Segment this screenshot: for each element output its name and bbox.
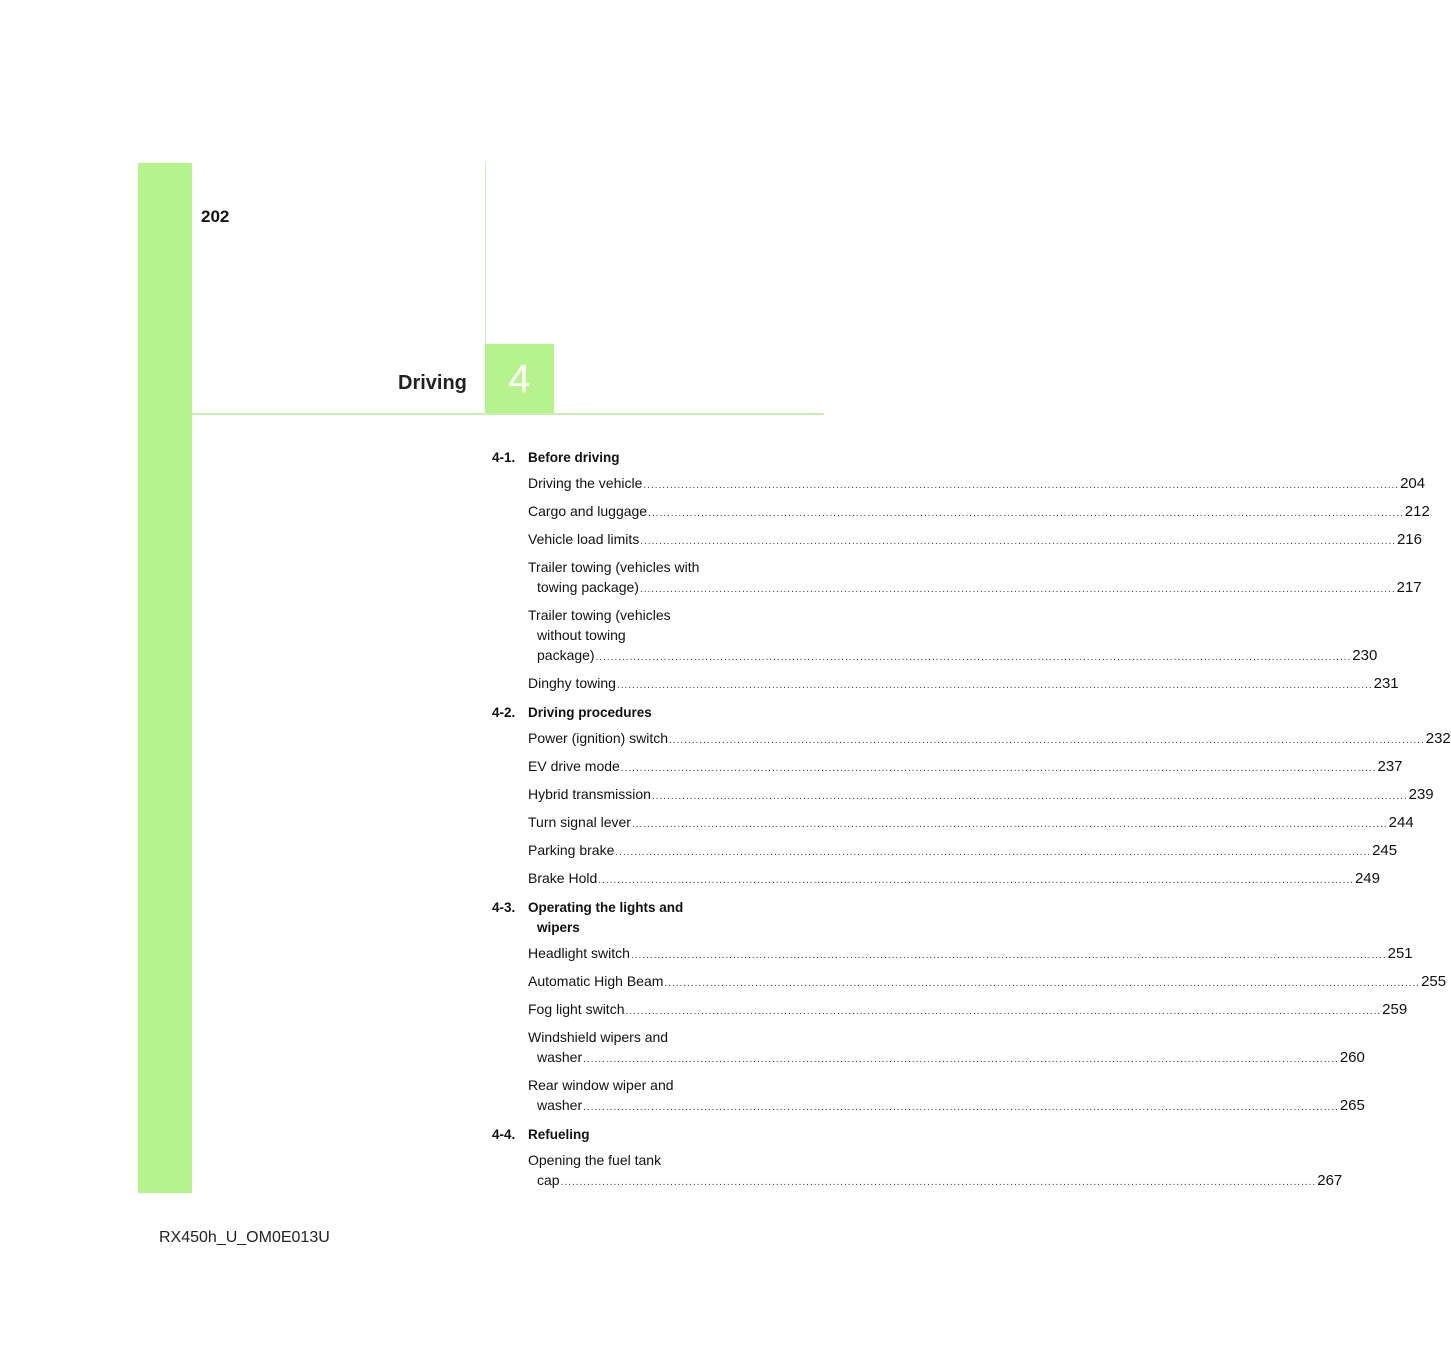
section-number: 4-1. — [492, 450, 516, 465]
toc-entry-line — [528, 943, 1413, 966]
dot-leader: ........................................................................................................................................................................................................ — [598, 875, 1354, 886]
toc-entry-line — [528, 1027, 738, 1047]
toc-entry-text: Opening the fuel tank — [528, 1152, 662, 1168]
toc-section — [492, 448, 1430, 696]
toc-page-number: 245 — [1372, 842, 1398, 859]
toc-entry[interactable] — [528, 557, 1422, 600]
toc-entry-line — [528, 999, 1408, 1022]
table-of-contents — [492, 448, 1451, 1200]
chapter-title: Driving — [398, 372, 467, 394]
toc-entry-line — [528, 645, 1378, 668]
dot-leader: ........................................................................................................................................................................................................ — [648, 508, 1404, 519]
toc-entry-text: Headlight switch — [528, 945, 630, 961]
toc-entry-text: without towing — [537, 627, 626, 643]
toc-entry[interactable] — [528, 529, 1422, 552]
toc-entry-line — [528, 605, 738, 625]
dot-leader: ........................................................................................................................................................................................................ — [620, 763, 1377, 774]
dot-leader: ........................................................................................................................................................................................................ — [616, 680, 1373, 691]
toc-page-number: 251 — [1387, 945, 1413, 962]
toc-page-number: 249 — [1354, 870, 1380, 887]
dot-leader: ........................................................................................................................................................................................................ — [664, 978, 1421, 989]
toc-page-number: 260 — [1339, 1049, 1365, 1066]
toc-entry-line — [528, 1075, 738, 1095]
section-title — [528, 703, 738, 723]
toc-entry[interactable] — [528, 1075, 1365, 1118]
section-title-line: Refueling — [528, 1127, 590, 1142]
toc-entry[interactable] — [528, 784, 1434, 807]
horizontal-divider — [192, 413, 824, 415]
section-heading — [492, 898, 738, 938]
toc-entry[interactable] — [528, 673, 1399, 696]
toc-page-number: 259 — [1382, 1001, 1408, 1018]
toc-entry-text: package) — [537, 647, 595, 663]
section-number: 4-2. — [492, 705, 516, 720]
toc-entry[interactable] — [528, 1027, 1365, 1070]
toc-entry[interactable] — [528, 999, 1408, 1022]
toc-entry[interactable] — [528, 943, 1413, 966]
toc-entry-line — [528, 557, 738, 577]
toc-entry-text: Parking brake — [528, 842, 615, 858]
toc-entry-line — [528, 971, 1447, 994]
dot-leader: ........................................................................................................................................................................................................ — [615, 847, 1372, 858]
toc-entry-line — [528, 812, 1414, 835]
toc-entry-text: Fog light switch — [528, 1001, 625, 1017]
dot-leader: ........................................................................................................................................................................................................ — [560, 1177, 1317, 1188]
toc-entry-text: Dinghy towing — [528, 675, 616, 691]
document-code: RX450h_U_OM0E013U — [159, 1229, 330, 1246]
toc-section — [492, 703, 1451, 891]
toc-page-number: 244 — [1388, 814, 1414, 831]
toc-entry-line — [528, 1170, 1343, 1193]
toc-page-number: 237 — [1377, 758, 1403, 775]
dot-leader: ........................................................................................................................................................................................................ — [640, 536, 1396, 547]
toc-entry[interactable] — [528, 605, 1378, 668]
toc-entry-text: Trailer towing (vehicles — [528, 607, 671, 623]
chapter-number: 4 — [508, 356, 531, 401]
dot-leader: ........................................................................................................................................................................................................ — [639, 584, 1396, 595]
toc-page-number: 255 — [1421, 973, 1447, 990]
toc-entry-text: washer — [537, 1097, 583, 1113]
toc-entry-line — [528, 529, 1422, 552]
toc-entry-text: cap — [537, 1172, 560, 1188]
dot-leader: ........................................................................................................................................................................................................ — [625, 1006, 1382, 1017]
toc-entry-line — [528, 728, 1451, 751]
section-heading — [492, 448, 738, 468]
toc-entry-text: EV drive mode — [528, 758, 620, 774]
toc-entry-text: Trailer towing (vehicles with — [528, 559, 700, 575]
toc-entry-text: Windshield wipers and — [528, 1029, 669, 1045]
dot-leader: ........................................................................................................................................................................................................ — [651, 791, 1408, 802]
dot-leader: ........................................................................................................................................................................................................ — [583, 1054, 1339, 1065]
toc-page-number: 231 — [1373, 675, 1399, 692]
toc-entry[interactable] — [528, 868, 1380, 891]
dot-leader: ........................................................................................................................................................................................................ — [631, 819, 1388, 830]
toc-entry-line — [528, 577, 1422, 600]
toc-entry[interactable] — [528, 473, 1426, 496]
dot-leader: ........................................................................................................................................................................................................ — [669, 735, 1425, 746]
toc-entry-text: Power (ignition) switch — [528, 730, 669, 746]
toc-page-number: 217 — [1396, 579, 1422, 596]
toc-page-number: 232 — [1425, 730, 1451, 747]
toc-section — [492, 898, 1447, 1118]
toc-entry[interactable] — [528, 1150, 1343, 1193]
toc-entry[interactable] — [528, 812, 1414, 835]
toc-page-number: 212 — [1404, 503, 1430, 520]
section-title — [528, 1125, 738, 1145]
side-tab-bar — [138, 163, 192, 1193]
section-title-line: Before driving — [528, 450, 620, 465]
toc-section — [492, 1125, 1343, 1193]
dot-leader: ........................................................................................................................................................................................................ — [595, 652, 1352, 663]
section-heading — [492, 703, 738, 723]
section-heading — [492, 1125, 738, 1145]
toc-entry-line — [528, 473, 1426, 496]
section-number: 4-3. — [492, 900, 516, 915]
section-title-line: Operating the lights and — [528, 900, 684, 915]
toc-entry-text: towing package) — [537, 579, 639, 595]
toc-page-number: 216 — [1396, 531, 1422, 548]
toc-entry-line — [528, 501, 1430, 524]
toc-entry-text: washer — [537, 1049, 583, 1065]
toc-entry-text: Brake Hold — [528, 870, 598, 886]
toc-entry-text: Turn signal lever — [528, 814, 631, 830]
toc-entry-line — [528, 868, 1380, 891]
section-title-line: Driving procedures — [528, 705, 652, 720]
toc-entry-line — [528, 756, 1403, 779]
toc-entry[interactable] — [528, 501, 1430, 524]
toc-entry-text: Automatic High Beam — [528, 973, 664, 989]
dot-leader: ........................................................................................................................................................................................................ — [583, 1102, 1339, 1113]
toc-page-number: 267 — [1317, 1172, 1343, 1189]
section-title — [528, 448, 738, 468]
toc-page-number: 204 — [1400, 475, 1426, 492]
toc-entry-line — [528, 1047, 1365, 1070]
toc-entry[interactable] — [528, 840, 1398, 863]
toc-page-number: 230 — [1352, 647, 1378, 664]
dot-leader: ........................................................................................................................................................................................................ — [643, 480, 1400, 491]
toc-entry-text: Driving the vehicle — [528, 475, 643, 491]
chapter-number-tab — [485, 344, 554, 413]
section-title-line: wipers — [537, 920, 580, 935]
page-number: 202 — [201, 207, 230, 226]
section-number: 4-4. — [492, 1127, 516, 1142]
dot-leader: ........................................................................................................................................................................................................ — [630, 950, 1387, 961]
toc-entry-text: Hybrid transmission — [528, 786, 651, 802]
toc-entry[interactable] — [528, 728, 1451, 751]
toc-entry-line — [528, 1095, 1365, 1118]
section-title — [528, 898, 738, 938]
toc-entry-line — [528, 673, 1399, 696]
toc-entry-line — [528, 784, 1434, 807]
toc-entry[interactable] — [528, 971, 1447, 994]
toc-entry-line — [528, 840, 1398, 863]
toc-entry-line — [528, 625, 738, 645]
toc-entry-line — [528, 1150, 738, 1170]
vertical-divider — [485, 163, 486, 345]
toc-page-number: 239 — [1408, 786, 1434, 803]
toc-entry-text: Vehicle load limits — [528, 531, 640, 547]
toc-entry-text: Cargo and luggage — [528, 503, 648, 519]
toc-entry-text: Rear window wiper and — [528, 1077, 674, 1093]
toc-page-number: 265 — [1339, 1097, 1365, 1114]
toc-entry[interactable] — [528, 756, 1403, 779]
